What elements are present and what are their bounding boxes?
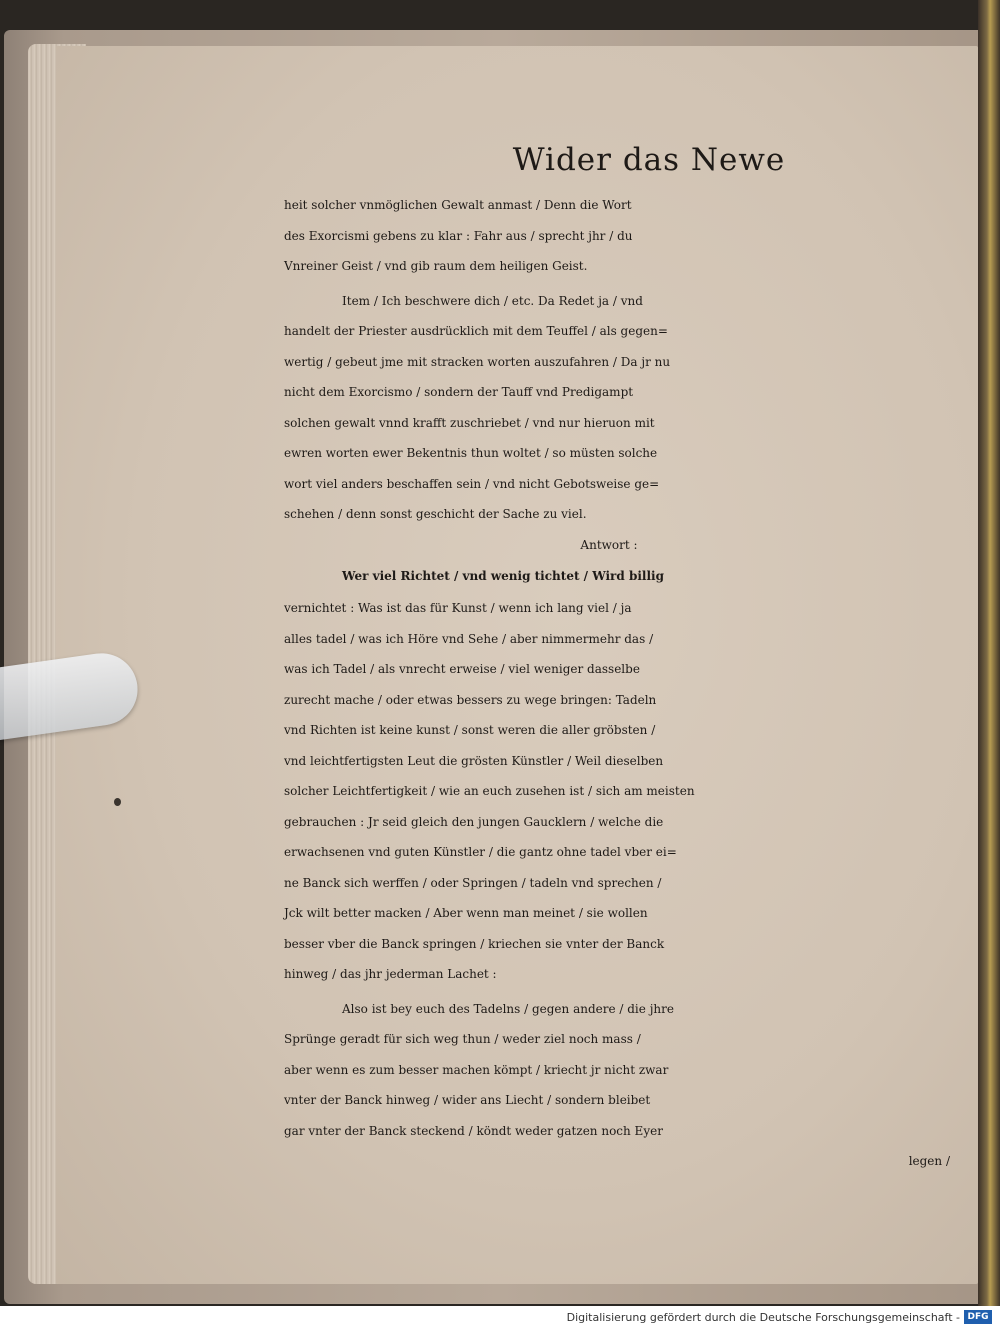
text-line: gebrauchen : Jr seid gleich den jungen Gaucklern / welche die: [284, 814, 664, 829]
text-line: was ich Tadel / als vnrecht erweise / viel weniger dasselbe: [284, 662, 640, 676]
text-line: besser vber die Banck springen / kriechen sie vnter der Banck: [284, 936, 665, 951]
text-line: vnd leichtfertigsten Leut die grösten Künstler / Weil dieselben: [284, 753, 664, 768]
text-line: handelt der Priester ausdrücklich mit dem Teuffel / als gegen=: [284, 324, 668, 338]
text-line: vnd Richten ist keine kunst / sonst weren die aller gröbsten /: [284, 723, 656, 737]
text-line: Also ist bey euch des Tadelns / gegen andere / die jhre: [342, 1001, 674, 1016]
text-line: vnter der Banck hinweg / wider ans Liecht / sondern bleibet: [284, 1093, 651, 1107]
ink-speck: [114, 798, 121, 806]
running-title: Wider das Newe: [512, 142, 786, 178]
text-line: Sprünge geradt für sich weg thun / weder ziel noch mass /: [284, 1032, 641, 1046]
text-line: schehen / denn sonst geschicht der Sache zu viel.: [284, 507, 587, 521]
page-text: [284, 140, 974, 1177]
text-line: ne Banck sich werffen / oder Springen / tadeln vnd sprechen /: [284, 875, 662, 890]
paragraph-1: [284, 190, 974, 282]
paragraph-2: [284, 286, 974, 530]
text-line: vernichtet : Was ist das für Kunst / wenn ich lang viel / ja: [284, 601, 632, 615]
paragraph-4: [284, 994, 974, 1177]
text-line-emphasis: Wer viel Richtet / vnd wenig tichtet / Wird billig: [342, 569, 664, 583]
paragraph-3: [284, 560, 974, 990]
text-line: Vnreiner Geist / vnd gib raum dem heiligen Geist.: [284, 259, 588, 273]
text-line: Item / Ich beschwere dich / etc. Da Redet ja / vnd: [342, 293, 643, 308]
text-line: solcher Leichtfertigkeit / wie an euch zusehen ist / sich am meisten: [284, 784, 695, 798]
text-line: des Exorcismi gebens zu klar : Fahr aus / sprecht jhr / du: [284, 228, 633, 243]
text-line: Jck wilt better macken / Aber wenn man meinet / sie wollen: [284, 906, 648, 920]
text-line: alles tadel / was ich Höre vnd Sehe / aber nimmermehr das /: [284, 631, 654, 646]
text-line: aber wenn es zum besser machen kömpt / kriecht jr nicht zwar: [284, 1062, 669, 1077]
dfg-logo: DFG: [964, 1310, 992, 1324]
text-line: hinweg / das jhr jederman Lachet :: [284, 967, 497, 981]
text-line: heit solcher vnmöglichen Gewalt anmast / Denn die Wort: [284, 198, 632, 212]
section-heading-antwort: Antwort :: [580, 537, 638, 552]
text-line: wertig / gebeut jme mit stracken worten auszufahren / Da jr nu: [284, 354, 671, 369]
text-line: nicht dem Exorcismo / sondern der Tauff vnd Predigampt: [284, 385, 634, 399]
text-line: wort viel anders beschaffen sein / vnd nicht Gebotsweise ge=: [284, 476, 660, 491]
text-line: erwachsenen vnd guten Künstler / die gantz ohne tadel vber ei=: [284, 845, 677, 859]
text-line: zurecht mache / oder etwas bessers zu wege bringen: Tadeln: [284, 692, 657, 707]
text-line: gar vnter der Banck steckend / köndt weder gatzen noch Eyer: [284, 1123, 663, 1138]
catchword: legen /: [908, 1154, 950, 1168]
footer-bar: [0, 1306, 1000, 1330]
text-line: solchen gewalt vnnd krafft zuschriebet / vnd nur hieruon mit: [284, 415, 655, 430]
book-spine-edge: [978, 0, 1000, 1306]
text-line: ewren worten ewer Bekentnis thun woltet / so müsten solche: [284, 446, 658, 460]
funding-note: Digitalisierung gefördert durch die Deutsche Forschungsgemeinschaft -: [566, 1311, 960, 1324]
